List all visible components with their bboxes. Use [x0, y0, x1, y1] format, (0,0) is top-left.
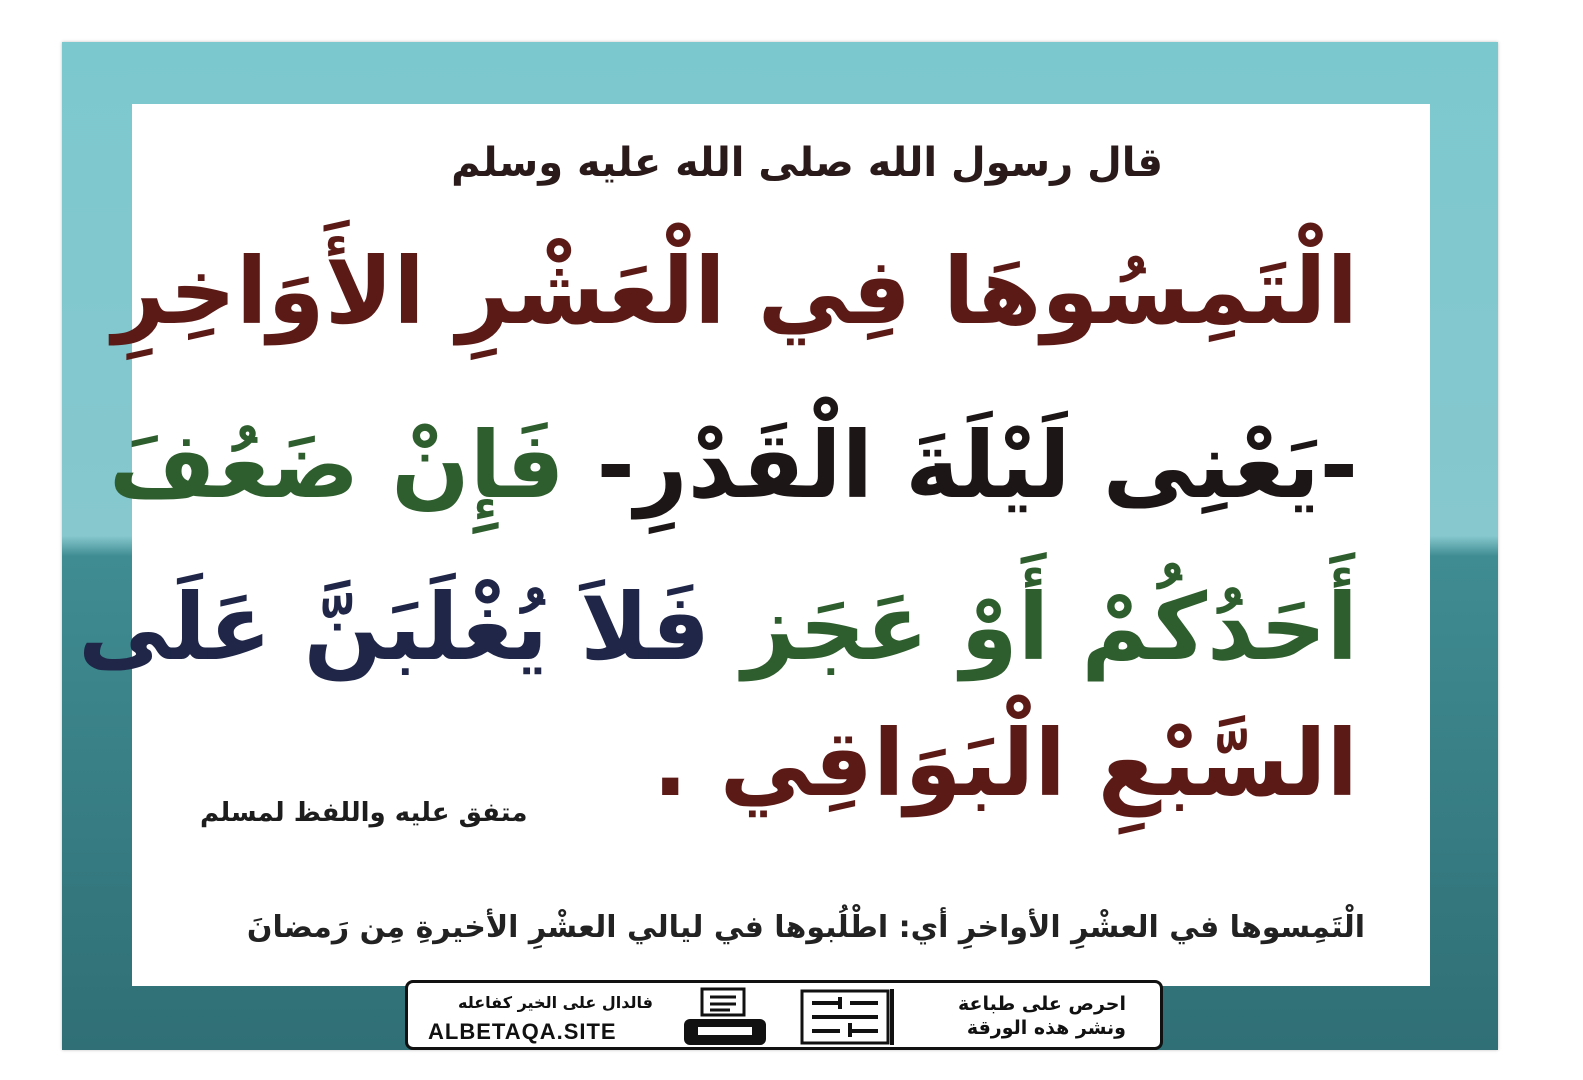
footer-print-line-1: احرص على طباعة [957, 993, 1126, 1015]
printer-icon [680, 987, 770, 1049]
hadith-line-3-navy: فَلاَ يُغْلَبَنَّ عَلَى [78, 574, 711, 681]
explanation-text: الْتَمِسوها في العشْرِ الأواخرِ أي: اطْلُبوها في ليالي العشْرِ الأخيرةِ مِن رَمضانَ [246, 910, 1365, 945]
hadith-line-2 [108, 412, 1358, 519]
hadith-line-3-green: أَحَدُكُمْ أَوْ عَجَز [742, 574, 1358, 681]
dawah-logo-icon [800, 989, 890, 1045]
white-card [132, 104, 1430, 986]
hadith-line-2-black: -يَعْنِى لَيْلَةَ الْقَدْرِ- [596, 412, 1358, 519]
hadith-line-1: الْتَمِسُوهَا فِي الْعَشْرِ الأَوَاخِرِ [112, 238, 1358, 345]
intro-text: قال رسول الله صلى الله عليه وسلم [451, 140, 1163, 186]
footer-print-line-2: ونشر هذه الورقة [966, 1016, 1126, 1039]
hadith-line-4: السَّبْعِ الْبَوَاقِي . [652, 710, 1358, 817]
hadith-line-3 [78, 574, 1358, 681]
footer-print-note [958, 993, 1126, 1041]
footer-tagline: فالدال على الخير كفاعله [458, 993, 653, 1012]
footer-site-link[interactable]: ALBETAQA.SITE [428, 1019, 617, 1044]
footer-banner [405, 980, 1163, 1050]
hadith-line-2-green: فَإِنْ ضَعُفَ [108, 412, 565, 519]
logo-divider [890, 989, 894, 1045]
hadith-source: متفق عليه واللفظ لمسلم [200, 798, 528, 828]
